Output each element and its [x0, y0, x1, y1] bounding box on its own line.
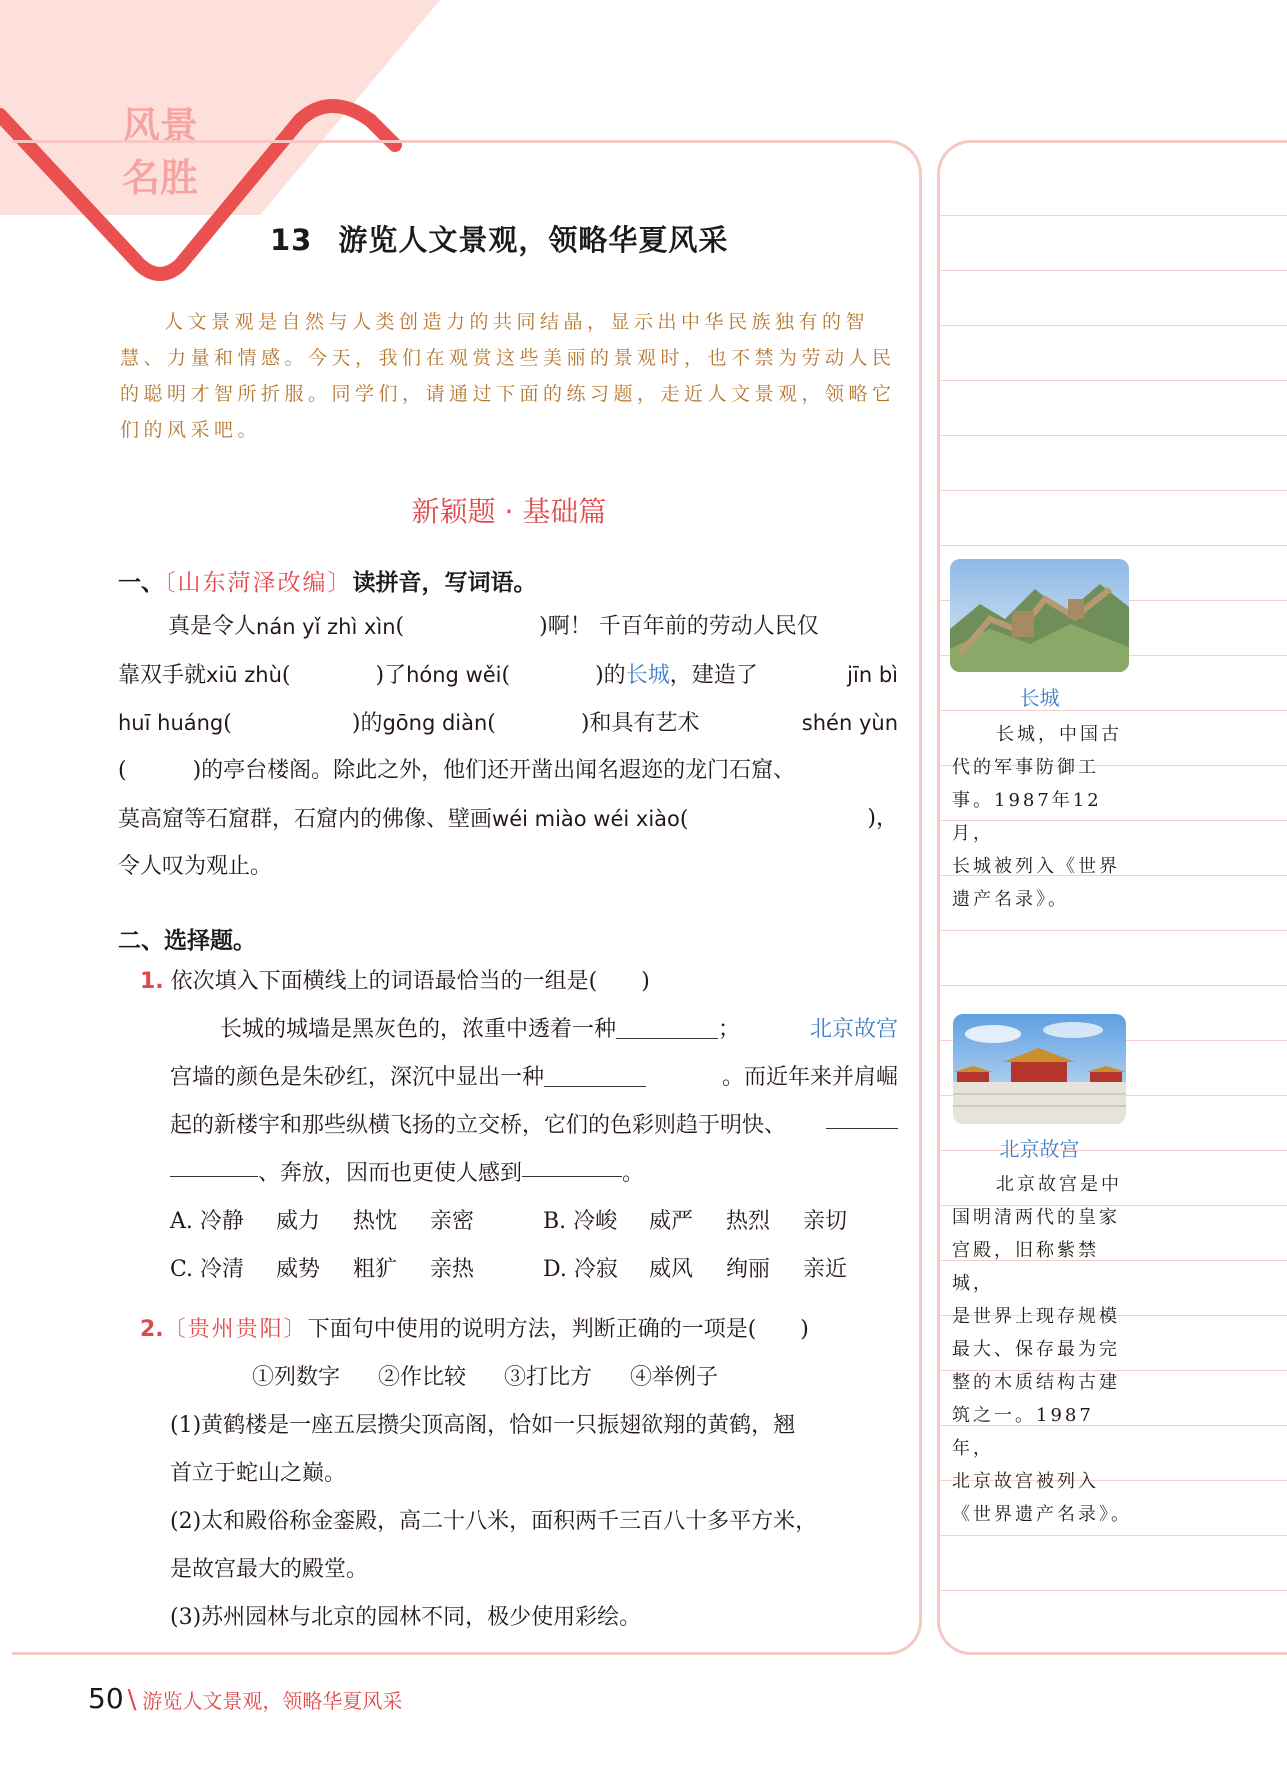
q2-1-text: ；	[718, 1017, 741, 1042]
great-wall-photo	[950, 559, 1129, 672]
question-1-label: 一、	[118, 570, 164, 596]
answer-blank[interactable]	[616, 1012, 718, 1039]
q1-line-3	[118, 699, 898, 747]
answer-blank[interactable]	[544, 1060, 646, 1087]
q2-2-methods	[140, 1354, 898, 1402]
q2-1-text: 宫墙的颜色是朱砂红，深沉中显出一种	[170, 1065, 545, 1090]
q2-1-line-2	[140, 1054, 898, 1102]
q2-1-line-1	[140, 1006, 898, 1054]
q1-line-5	[118, 795, 898, 843]
forbidden-city-text-line: 宫殿，旧称紫禁城，	[952, 1240, 1099, 1294]
q2-2-stem	[140, 1306, 898, 1354]
ruled-line	[940, 1535, 1287, 1536]
q1-pinyin: gōng diàn	[382, 711, 488, 735]
great-wall-link[interactable]: 长城	[625, 663, 670, 688]
q2-1-number: 1.	[140, 969, 164, 994]
q1-line-4: ( )的亭台楼阁。除此之外，他们还开凿出闻名遐迩的龙门石窟、	[118, 758, 796, 783]
option-c-word-2: 威势	[276, 1257, 321, 1282]
option-b-word-1[interactable]: B. 冷峻	[543, 1209, 618, 1234]
q2-1-options-row-2	[170, 1246, 890, 1294]
ruled-line	[940, 325, 1287, 326]
lesson-number: 13	[270, 223, 313, 257]
great-wall-text-line: 遗产名录》。	[952, 889, 1069, 910]
intro-paragraph: 人文景观是自然与人类创造力的共同结晶，显示出中华民族独有的智慧、力量和情感。今天，我们在观赏这些美丽的景观时，也不禁为劳动人民的聪明才智所折服。同学们，请通过下面的练习题，走近人文景观，领略它们的风采吧。	[120, 311, 896, 441]
method-1: ①列数字	[252, 1365, 341, 1390]
q1-paren: (	[281, 663, 291, 688]
option-c-word-1[interactable]: C. 冷清	[170, 1257, 245, 1282]
corner-label-line1: 风景	[122, 104, 199, 148]
forbidden-city-caption-text	[952, 1168, 1132, 1531]
question-1-body	[118, 603, 898, 891]
q1-text: )的	[595, 663, 626, 688]
option-d-word-3: 绚丽	[726, 1257, 771, 1282]
great-wall-caption-text	[952, 718, 1132, 916]
q1-line-2	[118, 651, 898, 699]
question-1-source-tag: 〔山东菏泽改编〕	[164, 570, 353, 596]
q2-1-options-row-1	[170, 1198, 890, 1246]
lesson-title	[270, 218, 910, 259]
forbidden-city-text-line: 北京故宫被列入	[952, 1471, 1099, 1492]
q1-pinyin: jīn bì	[847, 663, 898, 687]
q2-1-text: 。而近年来并肩崛	[721, 1065, 898, 1090]
lesson-title-text: 游览人文景观，领略华夏风采	[338, 223, 729, 257]
q1-pinyin: nán yǐ zhì xìn	[256, 615, 396, 639]
question-2-item-2	[140, 1306, 898, 1642]
q1-paren: (	[501, 663, 511, 688]
q1-line-6: 令人叹为观止。	[118, 854, 273, 879]
q2-1-stem-text: 依次填入下面横线上的词语最恰当的一组是( )	[170, 969, 650, 994]
forbidden-city-text-line: 《世界遗产名录》。	[952, 1504, 1132, 1525]
forbidden-city-text-line: 最大、保存最为完	[952, 1339, 1120, 1360]
q2-2-sentence-3: (3)苏州园林与北京的园林不同，极少使用彩绘。	[170, 1605, 642, 1630]
q1-text: )，	[867, 806, 898, 831]
ruled-line	[940, 985, 1287, 986]
q2-2-source-tag: 〔贵州贵阳〕	[163, 1317, 308, 1342]
q2-2-sentence-1a: (1)黄鹤楼是一座五层攒尖顶高阁，恰如一只振翅欲翔的黄鹤，翘	[170, 1413, 796, 1438]
option-b-word-2: 威严	[649, 1209, 694, 1234]
q1-text: 靠双手就	[118, 663, 207, 688]
option-b-word-3: 热烈	[726, 1209, 771, 1234]
q1-paren: (	[395, 614, 405, 639]
q2-1-text: 长城的城墙是黑灰色的，浓重中透着一种	[220, 1017, 617, 1042]
ruled-line	[940, 215, 1287, 216]
option-c-word-3: 粗犷	[353, 1257, 398, 1282]
q1-pinyin: hóng wěi	[406, 663, 502, 687]
ruled-line	[940, 1590, 1287, 1591]
method-3: ③打比方	[504, 1365, 593, 1390]
option-d-word-2: 威风	[649, 1257, 694, 1282]
great-wall-caption-title: 长城	[1019, 686, 1060, 710]
page-number: 50	[88, 1682, 124, 1715]
q2-2-sentence-1b: 首立于蛇山之巅。	[170, 1461, 347, 1486]
q2-1-text: 、奔放，因而也更使人感到	[258, 1161, 523, 1186]
ruled-line	[940, 380, 1287, 381]
q1-paren: (	[223, 711, 232, 736]
q1-text: )了	[375, 663, 407, 688]
ruled-line	[940, 435, 1287, 436]
q1-pinyin: xiū zhù	[206, 663, 282, 687]
q1-paren: (	[487, 711, 496, 736]
ruled-line	[940, 270, 1287, 271]
q1-text: ，建造了	[669, 663, 758, 688]
forbidden-city-link[interactable]: 北京故宫	[809, 1017, 898, 1042]
q2-1-line-3	[140, 1102, 898, 1150]
answer-blank[interactable]	[170, 1150, 258, 1177]
forbidden-city-caption-title: 北京故宫	[999, 1137, 1080, 1161]
q1-text: )的	[351, 711, 383, 736]
method-4: ④举例子	[630, 1365, 719, 1390]
forbidden-city-text-line: 整的木质结构古建	[952, 1372, 1120, 1393]
great-wall-text-line: 代的军事防御工	[952, 757, 1099, 778]
option-c-word-4: 亲热	[430, 1257, 475, 1282]
footer-divider: \	[127, 1685, 137, 1715]
q1-paren: (	[679, 807, 689, 832]
q2-1-line-4	[140, 1150, 898, 1198]
question-1-instruction: 读拼音，写词语。	[352, 570, 537, 596]
option-a-word-3: 热忱	[353, 1209, 398, 1234]
forbidden-city-text-line: 国明清两代的皇家	[952, 1207, 1120, 1228]
q1-text: )啊！ 千百年前的劳动人民仅	[539, 614, 819, 639]
q2-2-sentence-2b: 是故宫最大的殿堂。	[170, 1557, 369, 1582]
q1-text: )和具有艺术	[580, 711, 700, 736]
question-1-heading	[118, 564, 537, 597]
option-a-word-1[interactable]: A. 冷静	[170, 1209, 244, 1234]
q1-pinyin: wéi miào wéi xiào	[492, 807, 680, 831]
great-wall-text-line: 长城，中国古	[996, 724, 1122, 745]
option-d-word-1[interactable]: D. 冷寂	[543, 1257, 618, 1282]
q1-pinyin: huī huáng	[118, 711, 224, 735]
q1-line-1	[118, 603, 898, 651]
answer-blank[interactable]	[522, 1150, 622, 1177]
option-d-word-4: 亲近	[803, 1257, 848, 1282]
page-footer	[88, 1682, 402, 1715]
q2-1-text: 。	[622, 1161, 645, 1186]
q2-2-stem-text: 下面句中使用的说明方法，判断正确的一项是( )	[307, 1317, 809, 1342]
q2-2-number: 2.	[140, 1317, 164, 1342]
ruled-line	[940, 545, 1287, 546]
q2-1-text: 起的新楼宇和那些纵横飞扬的立交桥，它们的色彩则趋于明快、	[170, 1113, 787, 1138]
ruled-line	[940, 930, 1287, 931]
great-wall-text-line: 长城被列入《世界	[952, 856, 1120, 877]
great-wall-text-line: 事。1987年12月，	[952, 790, 1102, 844]
option-a-word-2: 威力	[276, 1209, 321, 1234]
section-title: 新颖题 · 基础篇	[411, 495, 607, 528]
option-a-word-4: 亲密	[430, 1209, 475, 1234]
q1-text: 真是令人	[168, 614, 257, 639]
answer-blank[interactable]	[404, 603, 539, 651]
question-2-item-1	[140, 958, 898, 1198]
q2-1-stem	[140, 958, 898, 1006]
method-2: ②作比较	[378, 1365, 467, 1390]
q1-pinyin: shén yùn	[801, 711, 898, 735]
corner-label-line2: 名胜	[122, 156, 199, 200]
option-b-word-4: 亲切	[803, 1209, 848, 1234]
footer-title: 游览人文景观，领略华夏风采	[142, 1689, 403, 1713]
q2-2-sentence-2a: (2)太和殿俗称金銮殿，高二十八米，面积两千三百八十多平方米，	[170, 1509, 818, 1534]
question-2-label: 二、	[118, 928, 164, 954]
forbidden-city-photo	[953, 1014, 1126, 1124]
answer-blank[interactable]	[826, 1102, 898, 1129]
question-2-heading	[118, 922, 256, 955]
question-2-instruction: 选择题。	[164, 928, 256, 954]
forbidden-city-text-line: 是世界上现存规模	[952, 1306, 1120, 1327]
forbidden-city-text-line: 北京故宫是中	[996, 1174, 1122, 1195]
forbidden-city-text-line: 筑之一。1987年，	[952, 1405, 1094, 1459]
q1-text: 莫高窟等石窟群，石窟内的佛像、壁画	[118, 807, 493, 832]
